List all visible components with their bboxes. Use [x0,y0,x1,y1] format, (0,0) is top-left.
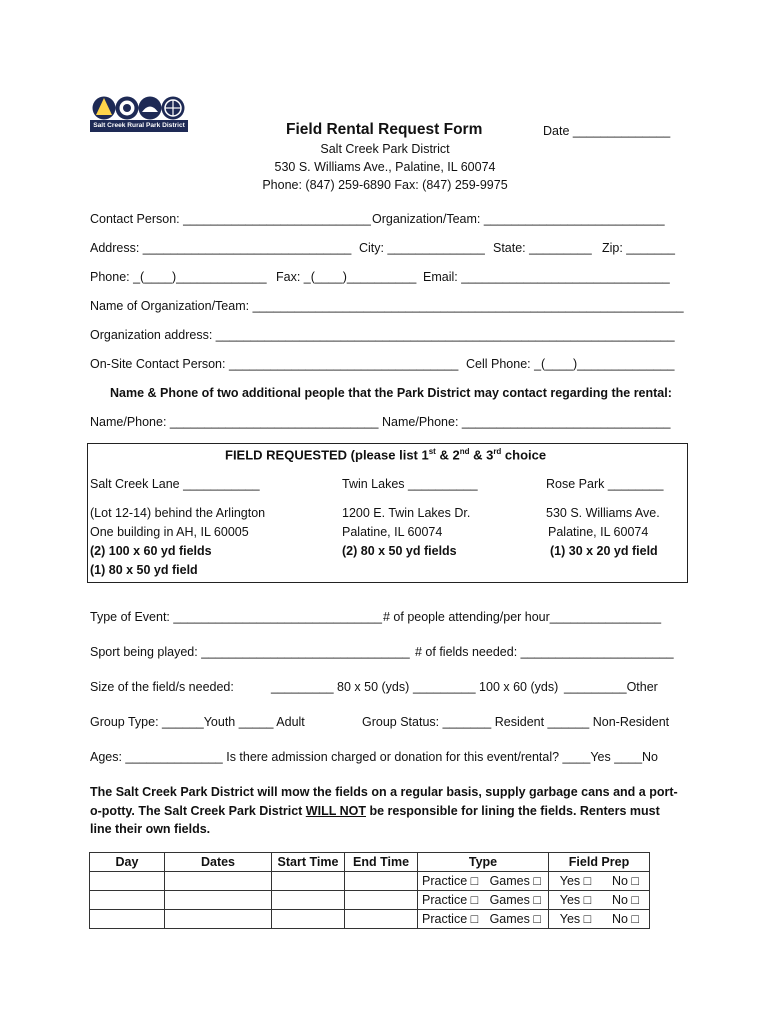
address-field[interactable]: Address: ______________________________ [90,241,352,255]
table-row [90,891,650,910]
yes-checkbox[interactable]: Yes □ [549,872,602,891]
table-header-row [90,853,650,872]
header-dates: Dates [165,853,272,872]
zip-field[interactable]: Zip: _______ [602,241,675,255]
cell-start-time[interactable] [272,910,345,929]
name-phone-field-1[interactable]: Name/Phone: ______________________________ [90,415,379,429]
phone-field[interactable]: Phone: _(____)_____________ [90,270,267,284]
logo-circles-icon [92,95,186,121]
sport-field[interactable]: Sport being played: ______________________________ [90,645,410,659]
group-status-field[interactable]: Group Status: _______ Resident ______ Non-Resident [362,715,670,729]
salt-creek-line1: (Lot 12-14) behind the Arlington [90,506,266,520]
twin-lakes-field[interactable]: Twin Lakes __________ [342,477,478,491]
park-district-logo [90,95,188,137]
form-title: Field Rental Request Form [286,121,483,138]
twin-lakes-line2: Palatine, IL 60074 [342,525,443,539]
no-checkbox[interactable]: No □ [602,910,650,929]
cell-day[interactable] [90,891,165,910]
practice-checkbox[interactable]: Practice □ [418,910,486,929]
city-field[interactable]: City: ______________ [359,241,485,255]
cell-end-time[interactable] [345,891,418,910]
rose-park-field[interactable]: Rose Park ________ [546,477,664,491]
table-row [90,872,650,891]
twin-lakes-line1: 1200 E. Twin Lakes Dr. [342,506,471,520]
no-checkbox[interactable]: No □ [602,872,650,891]
organization-team-field[interactable]: Organization/Team: __________________________ [372,212,665,226]
cell-phone-field[interactable]: Cell Phone: _(____)______________ [466,357,675,371]
table-row [90,910,650,929]
games-checkbox[interactable]: Games □ [486,872,549,891]
district-address: 530 S. Williams Ave., Palatine, IL 60074 [274,160,496,174]
practice-checkbox[interactable]: Practice □ [418,891,486,910]
size-other-option[interactable]: _________Other [564,680,658,694]
header-end-time: End Time [345,853,418,872]
logo-org-name: Salt Creek Rural Park District [90,120,188,132]
org-name-field[interactable]: Name of Organization/Team: ______________________________________________________________ [90,299,684,313]
yes-checkbox[interactable]: Yes □ [549,891,602,910]
cell-dates[interactable] [165,910,272,929]
size-label: Size of the field/s needed: [90,680,234,694]
header-day: Day [90,853,165,872]
rose-park-line1: 530 S. Williams Ave. [546,506,660,520]
twin-lakes-line3: (2) 80 x 50 yd fields [342,544,457,558]
cell-start-time[interactable] [272,872,345,891]
cell-day[interactable] [90,910,165,929]
no-checkbox[interactable]: No □ [602,891,650,910]
schedule-table [89,852,650,929]
rose-park-line2: Palatine, IL 60074 [548,525,649,539]
games-checkbox[interactable]: Games □ [486,910,549,929]
fax-field[interactable]: Fax: _(____)__________ [276,270,417,284]
size-100x60-option[interactable]: _________ 100 x 60 (yds) [413,680,559,694]
salt-creek-line3: (2) 100 x 60 yd fields [90,544,212,558]
district-phone-fax: Phone: (847) 259-6890 Fax: (847) 259-9975 [262,178,508,192]
mowing-notice: The Salt Creek Park District will mow the fields on a regular basis, supply garbage cans and a port-o-potty. The Salt Creek Park District WILL NOT be responsible for lining the fields. Renters must line their own fields. [90,785,678,836]
games-checkbox[interactable]: Games □ [486,891,549,910]
cell-start-time[interactable] [272,891,345,910]
field-requested-heading: FIELD REQUESTED (please list 1st & 2nd & 3rd choice [225,447,547,463]
cell-end-time[interactable] [345,910,418,929]
contact-person-field[interactable]: Contact Person: ___________________________ [90,212,371,226]
ages-admission-field[interactable]: Ages: ______________ Is there admission charged or donation for this event/rental? ____Yes ____No [90,750,658,764]
people-attending-field[interactable]: # of people attending/per hour________________ [383,610,662,624]
header-type: Type [418,853,549,872]
cell-end-time[interactable] [345,872,418,891]
type-of-event-field[interactable]: Type of Event: ______________________________ [90,610,382,624]
date-field[interactable]: Date ______________ [543,124,671,138]
cell-dates[interactable] [165,872,272,891]
rose-park-line3: (1) 30 x 20 yd field [550,544,658,558]
cell-dates[interactable] [165,891,272,910]
state-field[interactable]: State: _________ [493,241,592,255]
group-type-field[interactable]: Group Type: ______Youth _____ Adult [90,715,305,729]
district-name: Salt Creek Park District [320,142,450,156]
onsite-contact-field[interactable]: On-Site Contact Person: _________________________________ [90,357,459,371]
org-address-field[interactable]: Organization address: __________________________________________________________________ [90,328,675,342]
practice-checkbox[interactable]: Practice □ [418,872,486,891]
salt-creek-line2: One building in AH, IL 60005 [90,525,249,539]
header-field-prep: Field Prep [549,853,650,872]
fields-needed-field[interactable]: # of fields needed: ______________________ [415,645,674,659]
size-80x50-option[interactable]: _________ 80 x 50 (yds) [271,680,410,694]
salt-creek-lane-field[interactable]: Salt Creek Lane ___________ [90,477,260,491]
additional-contacts-heading: Name & Phone of two additional people that the Park District may contact regarding the rental: [110,386,672,400]
email-field[interactable]: Email: ______________________________ [423,270,670,284]
yes-checkbox[interactable]: Yes □ [549,910,602,929]
name-phone-field-2[interactable]: Name/Phone: ______________________________ [382,415,671,429]
cell-day[interactable] [90,872,165,891]
salt-creek-line4: (1) 80 x 50 yd field [90,563,198,577]
header-start-time: Start Time [272,853,345,872]
